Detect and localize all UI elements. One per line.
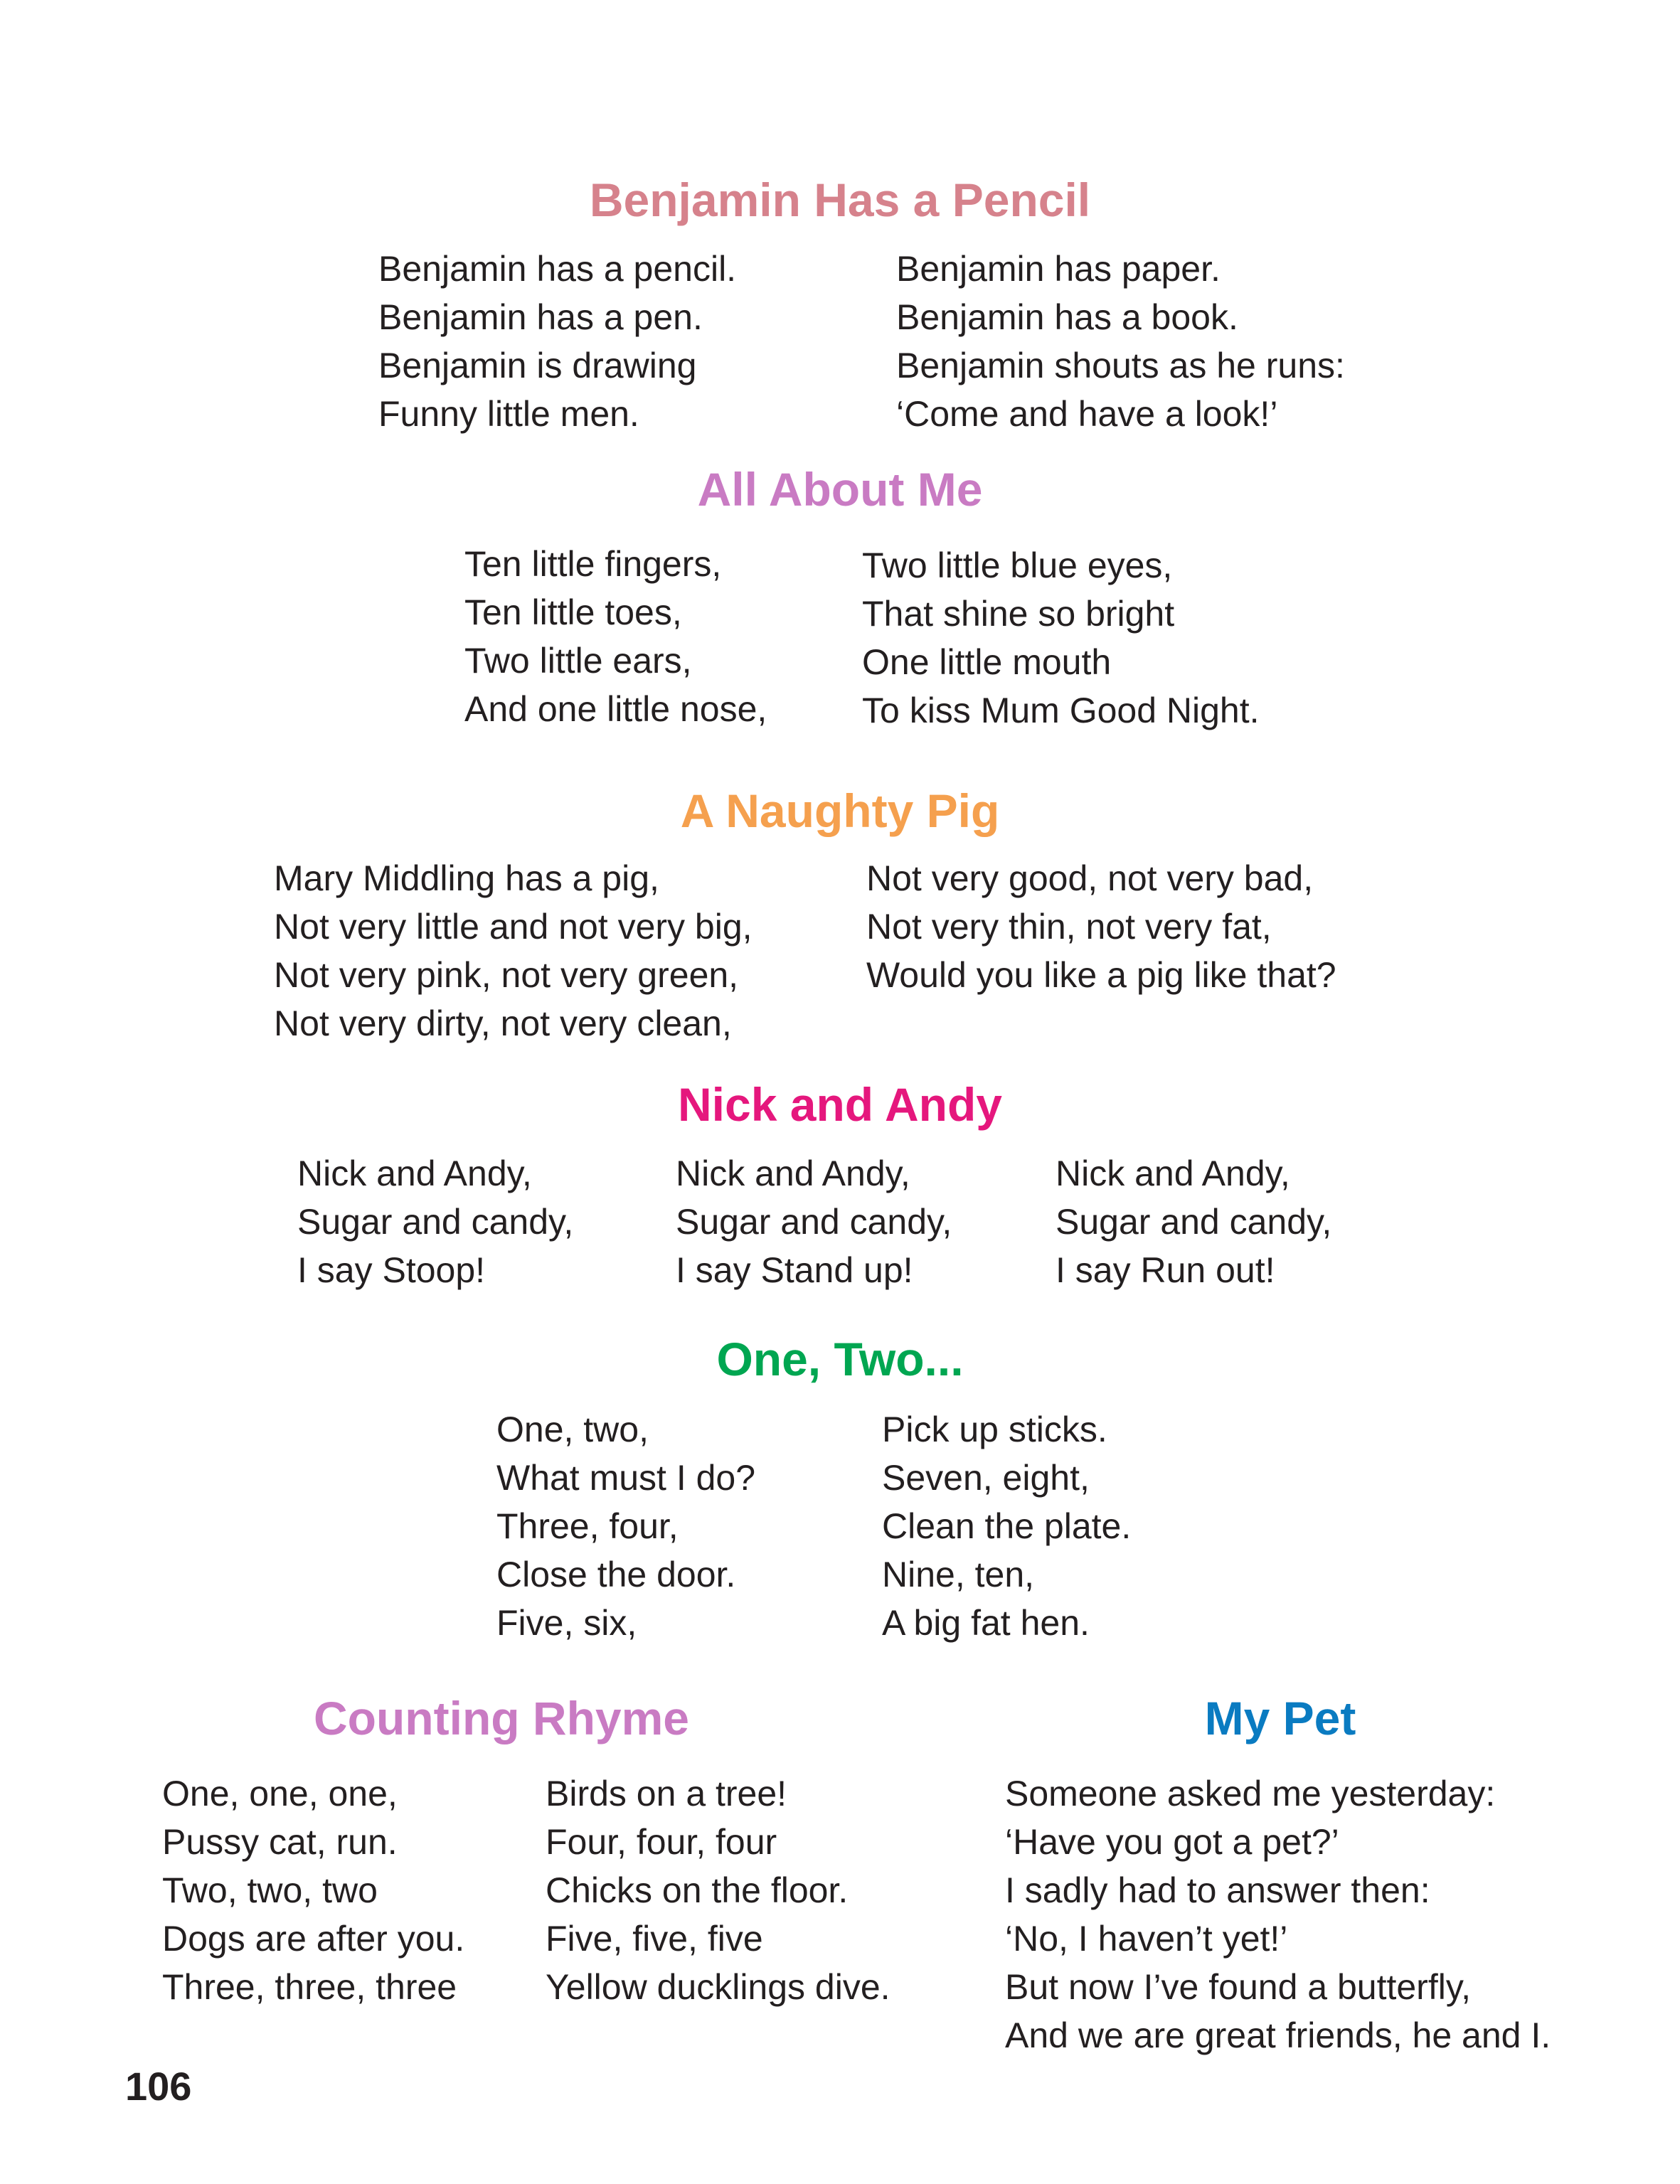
poem-column — [162, 1769, 464, 2011]
poem-line: Benjamin shouts as he runs: — [896, 346, 1345, 385]
poem-line: And one little nose, — [464, 689, 767, 729]
poem-line: Sugar and candy, — [676, 1202, 952, 1242]
poem-line: Benjamin has a pen. — [378, 297, 703, 337]
poem-line: One, two, — [496, 1410, 649, 1449]
page-number: 106 — [125, 2064, 192, 2109]
poem-column — [464, 540, 767, 733]
poem-title-one-two: One, Two... — [716, 1333, 964, 1385]
poem-line: Would you like a pig like that? — [866, 955, 1336, 995]
poem-line: Sugar and candy, — [297, 1202, 574, 1242]
poem-line: Seven, eight, — [882, 1458, 1090, 1498]
poem-line: Not very dirty, not very clean, — [274, 1003, 732, 1043]
poem-line: One little mouth — [862, 642, 1112, 682]
poem-column — [862, 541, 1260, 735]
poem-line: Chicks on the floor. — [546, 1870, 849, 1910]
poem-line: I say Stoop! — [297, 1250, 486, 1290]
poem-line: Pick up sticks. — [882, 1410, 1107, 1449]
poem-line: Two little ears, — [464, 641, 692, 681]
poem-line: Three, three, three — [162, 1967, 457, 2007]
poem-line: ‘Have you got a pet?’ — [1005, 1822, 1339, 1862]
poem-column — [1005, 1769, 1551, 2060]
poem-column — [866, 854, 1336, 999]
poem-line: Benjamin has a pencil. — [378, 249, 737, 289]
poem-line: Not very thin, not very fat, — [866, 907, 1272, 947]
poem-line: Dogs are after you. — [162, 1919, 465, 1959]
poem-line: Close the door. — [496, 1555, 736, 1594]
poem-line: Not very good, not very bad, — [866, 858, 1314, 898]
poem-line: Clean the plate. — [882, 1506, 1132, 1546]
poem-line: Five, six, — [496, 1603, 637, 1643]
poem-line: I sadly had to answer then: — [1005, 1870, 1430, 1910]
poem-title-all-about-me: All About Me — [697, 463, 983, 516]
poem-line: Birds on a tree! — [546, 1774, 787, 1813]
poem-line: Three, four, — [496, 1506, 679, 1546]
poem-line: Not very little and not very big, — [274, 907, 753, 947]
poem-line: Yellow ducklings dive. — [546, 1967, 890, 2007]
poem-line: A big fat hen. — [882, 1603, 1090, 1643]
poem-line: ‘No, I haven’t yet!’ — [1005, 1919, 1288, 1959]
poem-line: I say Run out! — [1056, 1250, 1275, 1290]
poem-column — [1056, 1149, 1331, 1294]
poem-title-a-naughty-pig: A Naughty Pig — [680, 784, 1000, 837]
poem-line: Nick and Andy, — [297, 1154, 532, 1193]
poem-line: Nick and Andy, — [1056, 1154, 1290, 1193]
poem-line: And we are great friends, he and I. — [1005, 2015, 1551, 2055]
poem-column — [896, 245, 1345, 438]
poem-line: Sugar and candy, — [1056, 1202, 1332, 1242]
poem-title-counting-rhyme: Counting Rhyme — [314, 1692, 689, 1744]
poem-line: Benjamin has a book. — [896, 297, 1238, 337]
poem-column — [378, 245, 736, 438]
poem-line: Pussy cat, run. — [162, 1822, 398, 1862]
poem-line: Four, four, four — [546, 1822, 777, 1862]
poem-column — [274, 854, 753, 1048]
poem-column — [496, 1405, 755, 1647]
poem-line: ‘Come and have a look!’ — [896, 394, 1278, 434]
poem-line: Ten little fingers, — [464, 544, 722, 584]
poem-title-benjamin-has-a-pencil: Benjamin Has a Pencil — [589, 174, 1091, 226]
poem-line: Nine, ten, — [882, 1555, 1035, 1594]
poem-line: That shine so bright — [862, 594, 1175, 634]
poem-line: Mary Middling has a pig, — [274, 858, 659, 898]
poem-line: Benjamin has paper. — [896, 249, 1221, 289]
poem-line: Funny little men. — [378, 394, 639, 434]
poem-column — [297, 1149, 573, 1294]
poem-column — [882, 1405, 1131, 1647]
poem-column — [676, 1149, 952, 1294]
poem-line: Not very pink, not very green, — [274, 955, 739, 995]
poem-line: To kiss Mum Good Night. — [862, 691, 1260, 730]
poem-line: One, one, one, — [162, 1774, 398, 1813]
poem-line: Two, two, two — [162, 1870, 378, 1910]
poem-title-my-pet: My Pet — [1204, 1692, 1356, 1744]
poem-line: I say Stand up! — [676, 1250, 913, 1290]
poem-column — [546, 1769, 890, 2011]
poem-line: Benjamin is drawing — [378, 346, 697, 385]
poem-line: Someone asked me yesterday: — [1005, 1774, 1496, 1813]
poem-line: What must I do? — [496, 1458, 756, 1498]
poem-line: Nick and Andy, — [676, 1154, 910, 1193]
poem-line: Ten little toes, — [464, 592, 682, 632]
poem-line: Five, five, five — [546, 1919, 763, 1959]
poem-title-nick-and-andy: Nick and Andy — [678, 1078, 1002, 1131]
poem-line: But now I’ve found a butterfly, — [1005, 1967, 1472, 2007]
poem-line: Two little blue eyes, — [862, 545, 1173, 585]
